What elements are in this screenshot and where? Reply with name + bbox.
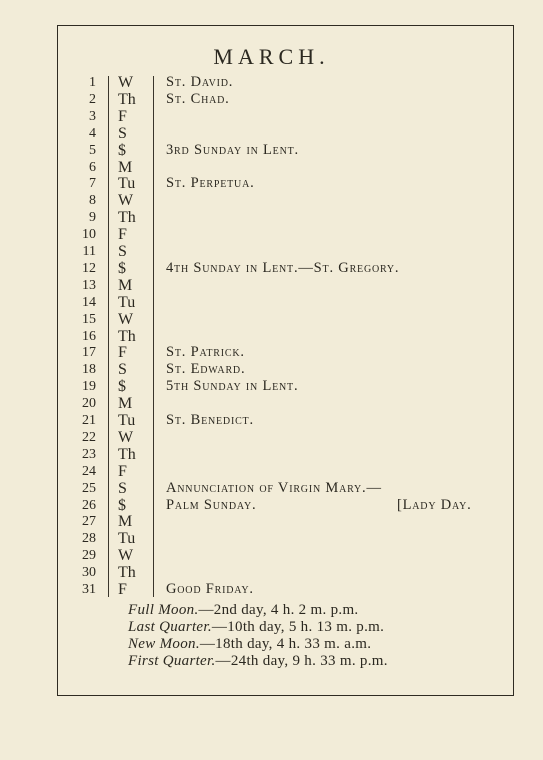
calendar-row [0, 446, 543, 463]
calendar-row [0, 429, 543, 446]
moon-phases [128, 602, 498, 670]
moon-phase-line [128, 636, 498, 653]
day-number: 17 [82, 345, 96, 361]
day-number: 2 [89, 91, 96, 107]
day-number: 15 [82, 311, 96, 327]
calendar-row [0, 328, 543, 345]
day-number: 19 [82, 379, 96, 395]
day-number: 9 [89, 210, 96, 226]
day-number: 30 [82, 565, 96, 581]
calendar-row [0, 378, 543, 395]
weekday-letter: F [118, 226, 127, 244]
weekday-letter: F [118, 581, 127, 598]
moon-phase-line [128, 619, 498, 636]
moon-phase-text: —10th day, 5 h. 13 m. p.m. [211, 619, 385, 635]
weekday-letter: $ [118, 259, 126, 277]
weekday-letter: S [118, 124, 127, 142]
weekday-letter: W [118, 428, 134, 446]
day-number: 27 [82, 514, 96, 530]
day-number: 8 [89, 193, 96, 209]
calendar-row [0, 243, 543, 260]
calendar-row [0, 564, 543, 581]
day-number: 26 [82, 497, 96, 513]
weekday-letter: F [118, 344, 127, 362]
weekday-letter: M [118, 276, 133, 294]
day-number: 21 [82, 413, 96, 428]
calendar-row [0, 513, 543, 530]
calendar-row [0, 226, 543, 243]
weekday-letter: W [118, 192, 134, 210]
day-number: 3 [89, 108, 96, 124]
weekday-letter: F [118, 107, 127, 125]
feast-day-continuation: [Lady Day. [397, 496, 472, 513]
weekday-letter: $ [118, 378, 126, 396]
calendar-row [0, 277, 543, 294]
day-number: 10 [82, 227, 96, 243]
day-number: 6 [89, 159, 96, 175]
calendar-row [0, 463, 543, 480]
day-number: 5 [89, 142, 96, 158]
weekday-letter: S [118, 243, 127, 260]
calendar-row [0, 547, 543, 564]
feast-day-text: St. Perpetua. [166, 175, 255, 192]
calendar-row [0, 91, 543, 108]
day-number: 14 [82, 294, 96, 310]
calendar-row [0, 74, 543, 91]
day-number: 1 [89, 75, 96, 90]
weekday-letter: W [118, 74, 134, 91]
feast-day-text: St. Benedict. [166, 412, 254, 428]
feast-day-text: Good Friday. [166, 581, 254, 597]
day-number: 24 [82, 463, 96, 479]
day-number: 31 [82, 582, 96, 597]
moon-phase-label: New Moon. [128, 636, 200, 652]
day-number: 11 [82, 244, 96, 259]
day-number: 25 [82, 480, 96, 496]
weekday-letter: Tu [118, 412, 136, 429]
weekday-letter: Tu [118, 530, 136, 548]
day-number: 22 [82, 429, 96, 445]
weekday-letter: M [118, 513, 133, 531]
calendar-row [0, 412, 543, 429]
day-number: 28 [82, 531, 96, 547]
moon-phase-text: —2nd day, 4 h. 2 m. p.m. [198, 602, 359, 618]
calendar-row [0, 209, 543, 226]
calendar-row [0, 125, 543, 142]
moon-phase-label: Full Moon. [128, 602, 199, 618]
calendar-row [0, 175, 543, 192]
weekday-letter: Th [118, 564, 136, 582]
calendar-row [0, 344, 543, 361]
day-number: 7 [89, 176, 96, 192]
day-number: 16 [82, 328, 96, 344]
month-title: MARCH. [213, 44, 330, 69]
feast-day-text: St. Chad. [166, 90, 230, 107]
day-number: 4 [89, 125, 96, 141]
day-number: 29 [82, 548, 96, 564]
calendar-row [0, 497, 543, 514]
weekday-letter: $ [118, 141, 126, 159]
weekday-letter: Th [118, 209, 136, 227]
weekday-letter: Th [118, 90, 136, 108]
moon-phase-line [128, 653, 498, 670]
weekday-letter: S [118, 479, 127, 497]
weekday-letter: $ [118, 496, 126, 514]
day-number: 13 [82, 277, 96, 293]
feast-day-text: 4th Sunday in Lent.—St. Gregory. [166, 259, 400, 276]
weekday-letter: M [118, 158, 133, 176]
day-number: 12 [82, 260, 96, 276]
feast-day-text: 3rd Sunday in Lent. [166, 141, 299, 158]
weekday-letter: W [118, 310, 134, 328]
feast-day-text: St. David. [166, 74, 234, 90]
calendar-row [0, 294, 543, 311]
calendar-row [0, 311, 543, 328]
feast-day-text: Annunciation of Virgin Mary.— [166, 479, 382, 496]
calendar-row [0, 142, 543, 159]
weekday-letter: Th [118, 327, 136, 345]
weekday-letter: Tu [118, 293, 136, 311]
calendar-row [0, 530, 543, 547]
calendar-row [0, 108, 543, 125]
feast-day-text: Palm Sunday. [166, 496, 257, 513]
weekday-letter: Tu [118, 175, 136, 193]
weekday-letter: M [118, 395, 133, 413]
calendar-row [0, 159, 543, 176]
moon-phase-text: —18th day, 4 h. 33 m. a.m. [199, 636, 372, 652]
moon-phase-text: —24th day, 9 h. 33 m. p.m. [215, 653, 388, 669]
weekday-letter: F [118, 462, 127, 480]
calendar-row [0, 480, 543, 497]
calendar-row [0, 395, 543, 412]
feast-day-text: St. Edward. [166, 361, 246, 378]
moon-phase-label: Last Quarter. [128, 619, 212, 635]
weekday-letter: W [118, 547, 134, 565]
moon-phase-line [128, 602, 498, 619]
calendar-row [0, 361, 543, 378]
feast-day-text: St. Patrick. [166, 344, 245, 361]
calendar-row [0, 192, 543, 209]
weekday-letter: S [118, 361, 127, 379]
calendar-row [0, 260, 543, 277]
day-number: 23 [82, 446, 96, 462]
feast-day-text: 5th Sunday in Lent. [166, 378, 299, 395]
day-number: 20 [82, 396, 96, 412]
day-number: 18 [82, 362, 96, 378]
weekday-letter: Th [118, 445, 136, 463]
moon-phase-label: First Quarter. [128, 653, 216, 669]
calendar-row [0, 581, 543, 598]
